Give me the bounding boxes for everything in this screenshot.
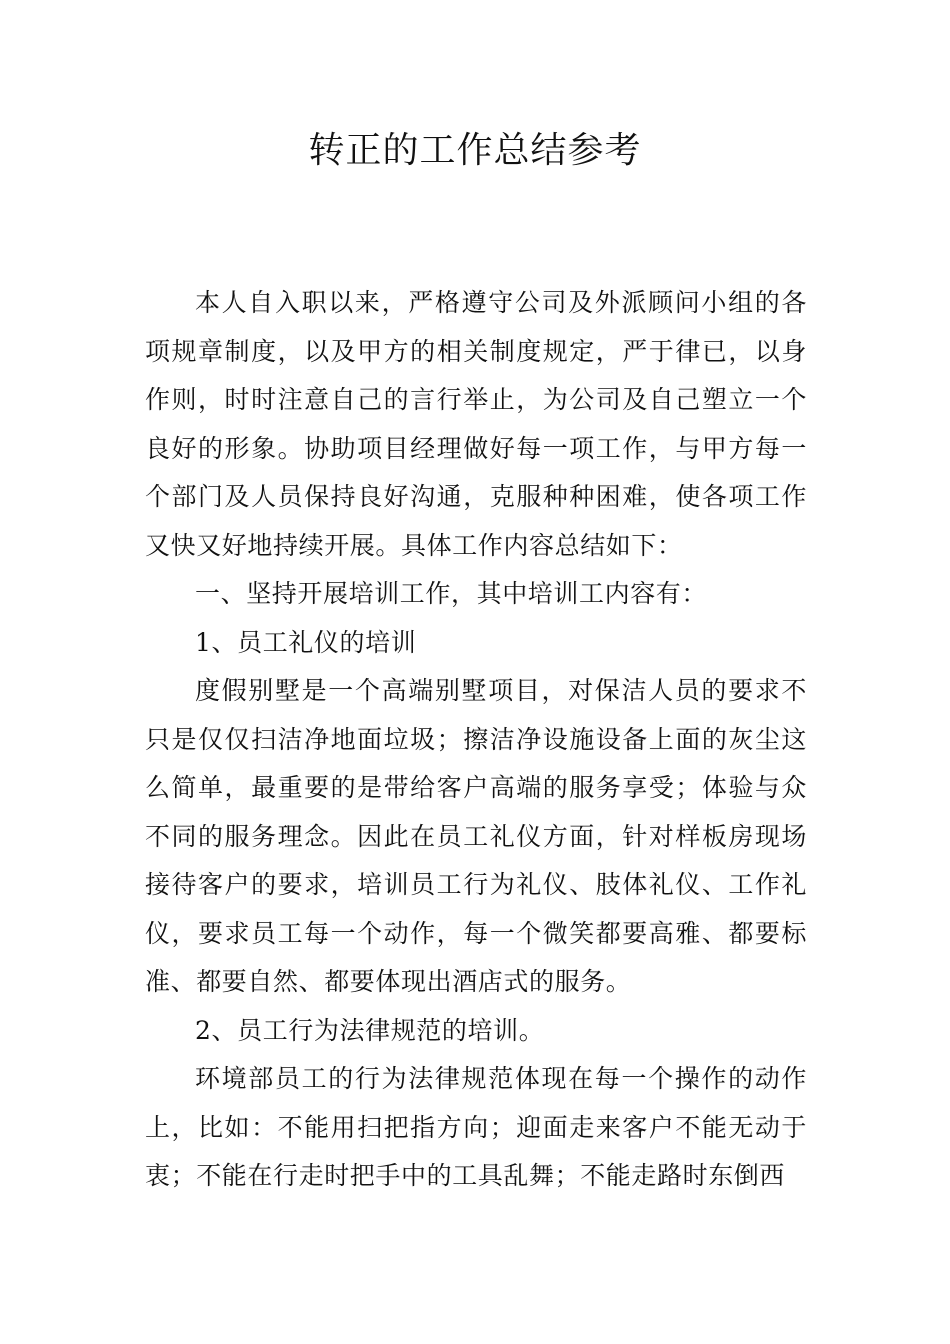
body-paragraph: 环境部员工的行为法律规范体现在每一个操作的动作上，比如：不能用扫把指方向；迎面走来客户不能无动于衷；不能在行走时把手中的工具乱舞；不能走路时东倒西 xyxy=(145,1064,807,1190)
document-title: 转正的工作总结参考 xyxy=(308,130,642,171)
body-paragraph: 度假别墅是一个高端别墅项目，对保洁人员的要求不只是仅仅扫洁净地面垃圾；擦洁净设施设备上面的灰尘这么简单，最重要的是带给客户高端的服务享受；体验与众不同的服务理念。因此在员工礼仪方面，针对样板房现场接待客户的要求，培训员工行为礼仪、肢体礼仪、工作礼仪，要求员工每一个动作，每一个微笑都要高雅、都要标准、都要自然、都要体现出酒店式的服务。 xyxy=(145,676,807,996)
body-paragraph: 本人自入职以来，严格遵守公司及外派顾问小组的各项规章制度，以及甲方的相关制度规定，严于律已，以身作则，时时注意自己的言行举止，为公司及自己塑立一个良好的形象。协助项目经理做好每一项工作，与甲方每一个部门及人员保持良好沟通，克服种种困难，使各项工作又快又好地持续开展。具体工作内容总结如下： xyxy=(145,288,807,560)
subsection-heading: 1、员工礼仪的培训 xyxy=(195,627,417,657)
document-body xyxy=(145,279,807,1201)
subsection-heading: 2、员工行为法律规范的培训。 xyxy=(195,1015,545,1045)
section-heading: 一、坚持开展培训工作，其中培训工内容有： xyxy=(195,579,708,608)
